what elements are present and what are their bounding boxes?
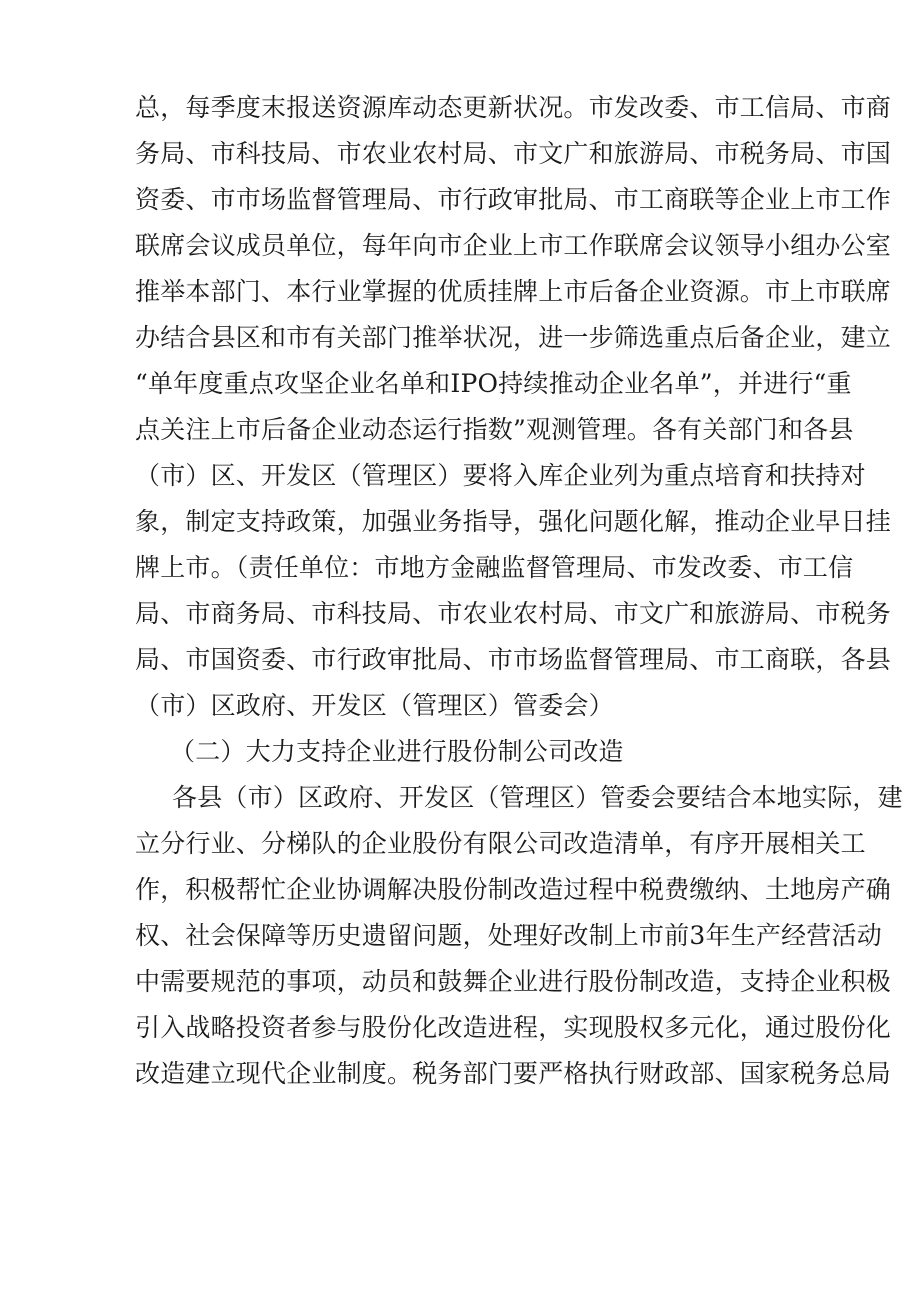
paragraph-line: 引入战略投资者参与股份化改造进程，实现股权多元化，通过股份化 (135, 1013, 892, 1042)
paragraph-line: 总，每季度末报送资源库动态更新状况。市发改委、市工信局、市商 (135, 93, 892, 122)
paragraph-line: 点关注上市后备企业动态运行指数”观测管理。各有关部门和各县 (135, 415, 854, 444)
paragraph-line: 局、市商务局、市科技局、市农业农村局、市文广和旅游局、市税务 (135, 599, 892, 628)
section-heading: （二）大力支持企业进行股份制公司改造 (170, 737, 624, 766)
paragraph-line: 象，制定支持政策，加强业务指导，强化问题化解，推动企业早日挂 (135, 507, 892, 536)
paragraph-line: “单年度重点攻坚企业名单和IPO持续推动企业名单”，并进行“重 (135, 369, 852, 398)
paragraph-line: 作，积极帮忙企业协调解决股份制改造过程中税费缴纳、土地房产确 (135, 875, 892, 904)
paragraph-line: 推举本部门、本行业掌握的优质挂牌上市后备企业资源。市上市联席 (135, 277, 892, 306)
paragraph-line: 办结合县区和市有关部门推举状况，进一步筛选重点后备企业，建立 (135, 323, 892, 352)
paragraph-line: 务局、市科技局、市农业农村局、市文广和旅游局、市税务局、市国 (135, 139, 892, 168)
paragraph-line: 牌上市。（责任单位：市地方金融监督管理局、市发改委、市工信 (135, 553, 854, 582)
paragraph-line: 各县（市）区政府、开发区（管理区）管委会要结合本地实际，建 (172, 783, 903, 812)
paragraph-line: 资委、市市场监督管理局、市行政审批局、市工商联等企业上市工作 (135, 185, 892, 214)
paragraph-line: 中需要规范的事项，动员和鼓舞企业进行股份制改造，支持企业积极 (135, 967, 892, 996)
paragraph-line: 权、社会保障等历史遗留问题，处理好改制上市前3年生产经营活动 (135, 921, 882, 950)
paragraph-line: 联席会议成员单位，每年向市企业上市工作联席会议领导小组办公室 (135, 231, 892, 260)
paragraph-line: （市）区、开发区（管理区）要将入库企业列为重点培育和扶持对 (135, 461, 866, 490)
paragraph-line: 改造建立现代企业制度。税务部门要严格执行财政部、国家税务总局 (135, 1059, 892, 1088)
paragraph-line-last: （市）区政府、开发区（管理区）管委会） (135, 691, 614, 720)
paragraph-line: 立分行业、分梯队的企业股份有限公司改造清单，有序开展相关工 (135, 829, 866, 858)
paragraph-line: 局、市国资委、市行政审批局、市市场监督管理局、市工商联，各县 (135, 645, 892, 674)
